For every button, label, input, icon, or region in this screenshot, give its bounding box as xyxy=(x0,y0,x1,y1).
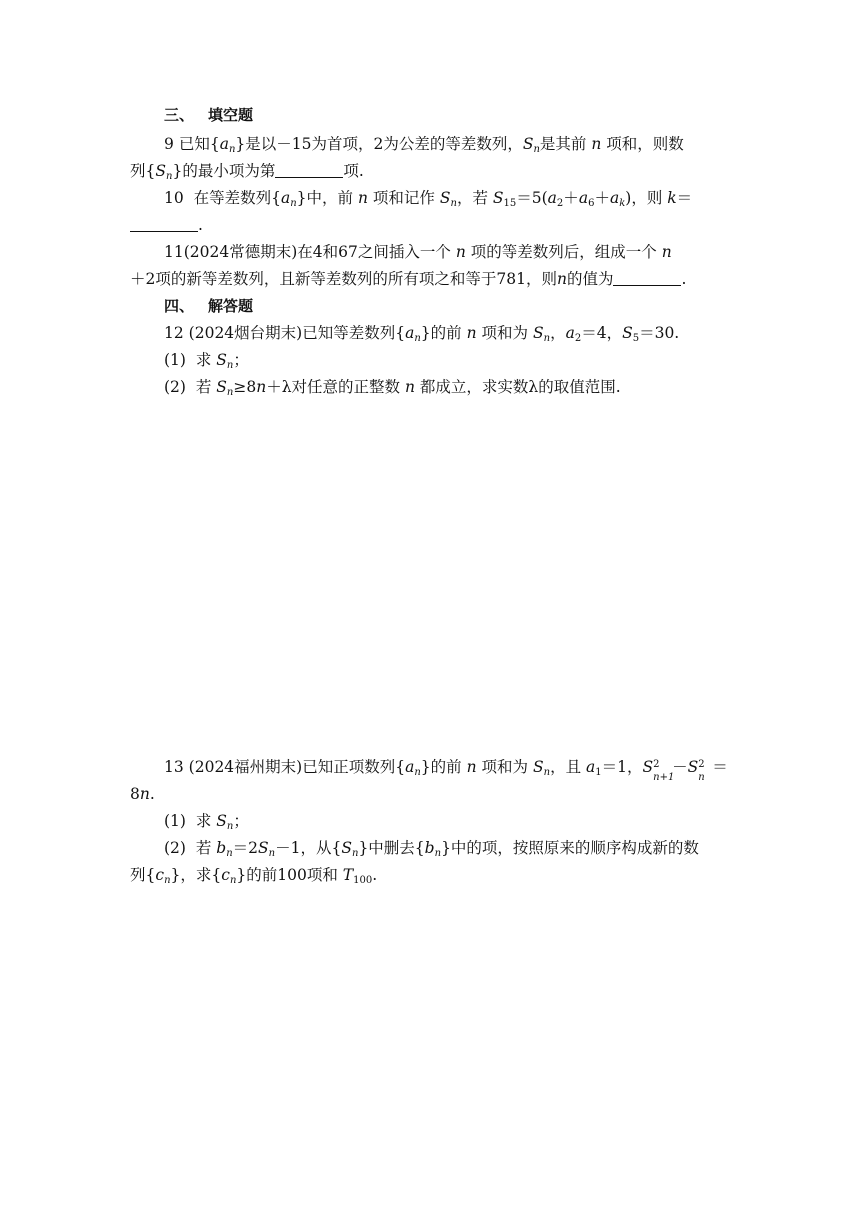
part-number: (2) xyxy=(164,839,186,857)
question-9-line-2: 列$\{S_n\}$的最小项为第 项. xyxy=(130,162,364,182)
part-number: (2) xyxy=(164,378,186,396)
section-heading-fill-in xyxy=(164,103,253,127)
question-source: (2024烟台期末) xyxy=(188,324,303,342)
question-number: 10 xyxy=(164,189,184,207)
question-11-line-2: ＋2项的新等差数列，且新等差数列的所有项之和等于781，则n的值为 . xyxy=(130,270,687,288)
question-13-stem-line-1: 13 (2024福州期末)已知正项数列$\{a_n\}$的前 n 项和为 $S_n$，且 $a_1=1$，S 2 n+1 －S 2 n ＝ xyxy=(164,758,728,783)
question-number: 11 xyxy=(164,243,184,261)
section-title: 解答题 xyxy=(208,297,254,315)
answer-blank[interactable] xyxy=(275,161,343,178)
section-heading-solve xyxy=(164,294,253,318)
question-number: 13 xyxy=(164,758,184,776)
question-10-line-1: 10 在等差数列$\{a_n\}$中，前 n 项和记作 $S_n$，若 $S_{15}=5(a_2+a_6+a_k)$，则 k＝ xyxy=(164,189,693,209)
answer-blank[interactable] xyxy=(613,269,681,286)
question-13-part-1: (1) 求 $S_n$； xyxy=(164,812,249,832)
question-13-part-2-line-2: 列$\{c_n\}$，求$\{c_n\}$的前100项和 $T_{100}$. xyxy=(130,866,378,886)
question-source: (2024常德期末) xyxy=(183,243,298,261)
question-13-part-2-line-1: (2) 若 $b_n=2S_n-1$，从$\{S_n\}$中删去$\{b_n\}$中的项，按照原来的顺序构成新的数 xyxy=(164,839,699,859)
question-12-stem: 12 (2024烟台期末)已知等差数列$\{a_n\}$的前 n 项和为 $S_n$，$a_2=4$，$S_5=30$. xyxy=(164,324,680,344)
section-title: 填空题 xyxy=(208,106,254,124)
question-number: 9 xyxy=(164,135,174,153)
part-number: (1) xyxy=(164,812,186,830)
question-number: 12 xyxy=(164,324,184,342)
question-12-part-1: (1) 求 $S_n$； xyxy=(164,351,249,371)
question-9-line-1: 9 已知$\{a_n\}$是以－15为首项，2为公差的等差数列，$S_n$是其前 n 项和，则数 xyxy=(164,135,684,155)
question-source: (2024福州期末) xyxy=(188,758,303,776)
section-number: 三、 xyxy=(164,106,195,124)
part-number: (1) xyxy=(164,351,186,369)
question-10-line-2: . xyxy=(130,213,203,237)
question-13-stem-line-2: 8n. xyxy=(130,785,155,803)
answer-blank[interactable] xyxy=(130,215,198,232)
section-number: 四、 xyxy=(164,297,195,315)
question-12-part-2: (2) 若 $S_n\ge 8n+\lambda$对任意的正整数 n 都成立，求实数λ的取值范围. xyxy=(164,378,621,398)
question-11-line-1: 11(2024常德期末)在4和67之间插入一个 n 项的等差数列后，组成一个 n xyxy=(164,243,672,261)
